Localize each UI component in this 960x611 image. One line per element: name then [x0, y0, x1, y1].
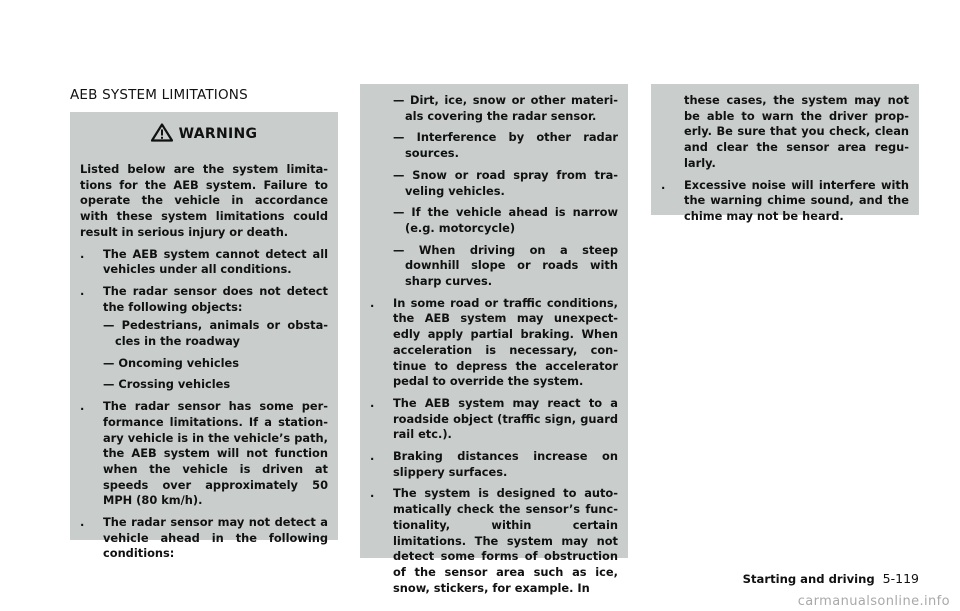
sub-list-item: — Interference by other radar sources. — [393, 130, 618, 161]
page-number: 5-119 — [882, 571, 919, 586]
list-item — [80, 284, 328, 315]
list-item — [80, 515, 328, 562]
footer-section: Starting and driving — [742, 572, 875, 586]
list-item — [370, 449, 618, 480]
watermark: carmanualsonline.info — [797, 594, 950, 609]
bullet-text: Excessive noise will interfere with the warning chime sound, and the chime may not be heard. — [684, 177, 909, 223]
bullet-mark: . — [80, 399, 85, 414]
bullet-mark: . — [370, 486, 375, 501]
bullet-mark: . — [80, 283, 85, 298]
sub-list-item: — Dirt, ice, snow or other materi-als covering the radar sensor. — [393, 93, 618, 123]
sub-list-item: — Pedestrians, animals or obsta-cles in the roadway — [103, 318, 328, 349]
sub-list-item: — Crossing vehicles — [103, 377, 231, 392]
list-item — [370, 486, 618, 596]
bullet-text: Braking distances increase on slippery surfaces. — [393, 449, 618, 479]
warning-panel-continued — [360, 84, 628, 595]
bullet-text: The AEB system may react to a roadside object (traffic sign, guard rail etc.). — [393, 395, 618, 442]
bullet-mark: . — [370, 395, 375, 410]
sub-list-item: — When driving on a steep downhill slope or roads with sharp curves. — [393, 242, 618, 289]
list-item — [370, 296, 618, 390]
bullet-text: The radar sensor may not detect a vehicle ahead in the following conditions: — [103, 515, 328, 561]
bullet-text: The system is designed to auto-matically check the sensor’s func-tionality, within certain limitations. The system may not detect some forms of obstruction of the sensor area such as ice, snow, stickers, for example. In — [393, 486, 618, 595]
bullet-mark: . — [661, 177, 666, 192]
bullet-text: In some road or traffic conditions, the AEB system may unexpect-edly apply partial braking. When acceleration is necessary, con-tinue to depress the accelerator pedal to override the system. — [393, 295, 618, 389]
warning-intro: Listed below are the system limita-tions for the AEB system. Failure to operate the vehicle in accordance with these system limitations could result in serious injury or death. — [80, 162, 328, 239]
warning-label: WARNING — [178, 126, 258, 142]
section-title: AEB SYSTEM LIMITATIONS — [70, 87, 248, 103]
list-item — [80, 399, 328, 509]
page-footer — [743, 571, 919, 586]
warning-triangle-icon — [151, 123, 173, 147]
sub-list-item: — Oncoming vehicles — [103, 355, 240, 370]
bullet-text: The radar sensor has some per-formance limitations. If a station-ary vehicle is in the vehicle’s path, the AEB system will not function when the vehicle is driven at speeds over approximately 50 MPH (80 km/h). — [103, 399, 328, 508]
bullet-mark: . — [80, 246, 85, 261]
bullet-text: The radar sensor does not detect the following objects: — [103, 283, 328, 314]
list-item — [661, 178, 909, 225]
bullet-mark: . — [370, 449, 375, 464]
warning-header — [70, 123, 338, 147]
sub-list-item: — If the vehicle ahead is narrow (e.g. motorcycle) — [393, 205, 618, 235]
bullet-mark: . — [370, 295, 375, 310]
warning-panel-end — [651, 84, 919, 223]
bullet-mark: . — [80, 515, 85, 530]
warning-panel — [70, 112, 338, 561]
continued-text: these cases, the system may not be able to warn the driver prop-erly. Be sure that you check, clean and clear the sensor area regu-larly. — [684, 93, 909, 170]
list-item — [370, 396, 618, 443]
sub-list-item: — Snow or road spray from tra-veling vehicles. — [393, 167, 618, 198]
bullet-text: The AEB system cannot detect all vehicles under all conditions. — [103, 246, 328, 277]
list-item — [80, 247, 328, 278]
